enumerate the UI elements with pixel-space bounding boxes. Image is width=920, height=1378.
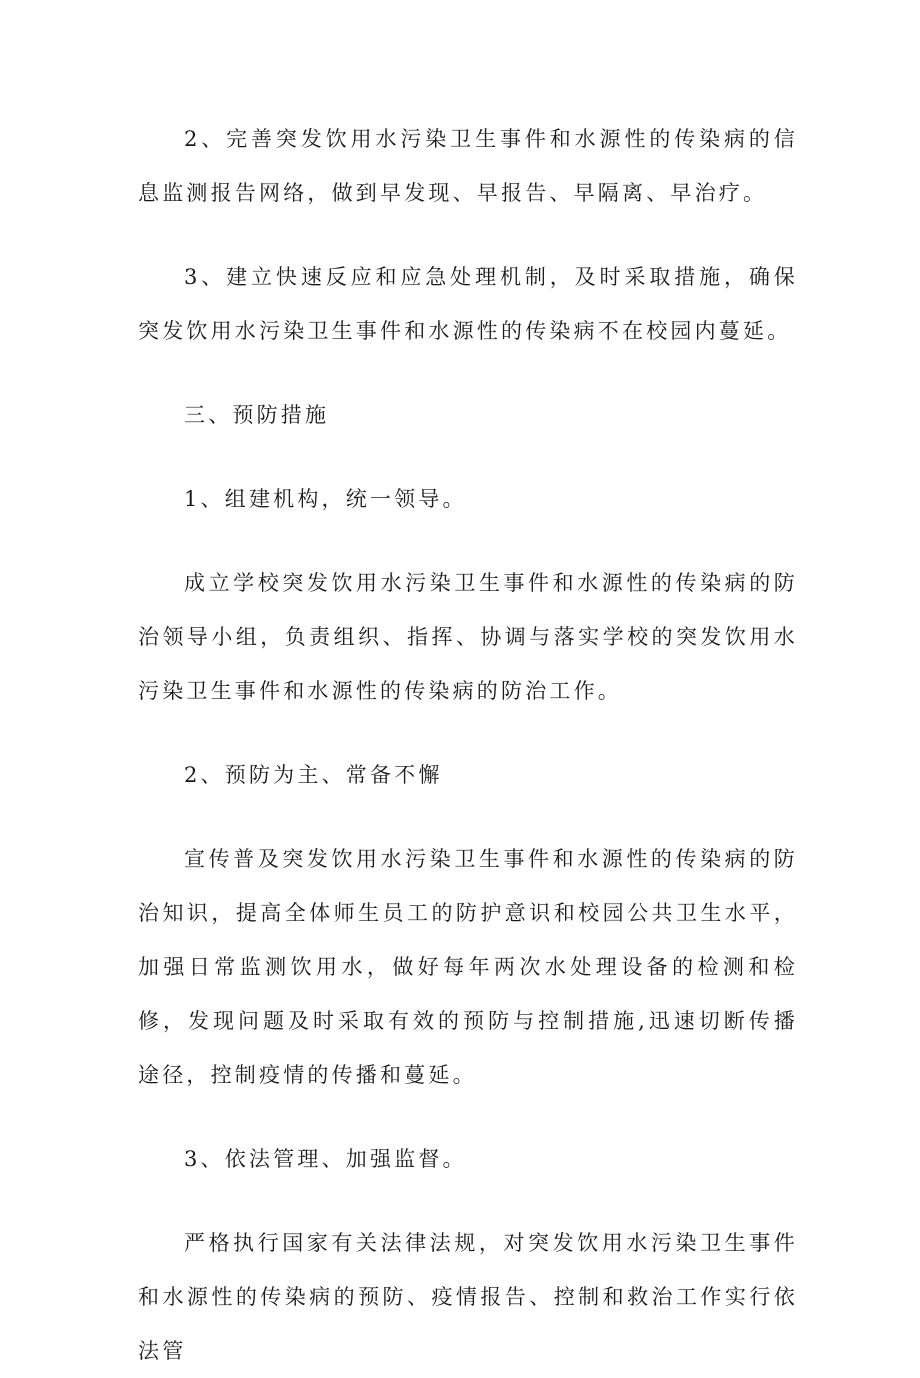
paragraph-leadership-group: 成立学校突发饮用水污染卫生事件和水源性的传染病的防治领导小组，负责组织、指挥、协调与落实学校的突发饮用水污染卫生事件和水源性的传染病的防治工作。 [138, 571, 798, 703]
paragraph-publicity-monitoring: 宣传普及突发饮用水污染卫生事件和水源性的传染病的防治知识，提高全体师生员工的防护意识和校园公共卫生水平，加强日常监测饮用水，做好每年两次水处理设备的检测和检修，发现问题及时采取有效的预防与控制措施,迅速切断传播途径，控制疫情的传播和蔓延。 [138, 847, 798, 1087]
subheading-organization: 1、组建机构，统一领导。 [184, 487, 467, 511]
paragraph-rapid-response: 3、建立快速反应和应急处理机制，及时采取措施，确保突发饮用水污染卫生事件和水源性的传染病不在校园内蔓延。 [138, 265, 798, 343]
paragraph-info-monitoring: 2、完善突发饮用水污染卫生事件和水源性的传染病的信息监测报告网络，做到早发现、早报告、早隔离、早治疗。 [138, 127, 798, 205]
document-body [138, 112, 798, 1378]
subheading-prevention-first: 2、预防为主、常备不懈 [184, 763, 443, 787]
subheading-legal-management: 3、依法管理、加强监督。 [184, 1147, 467, 1171]
section-heading-prevention: 三、预防措施 [184, 403, 330, 427]
paragraph-law-enforcement: 严格执行国家有关法律法规，对突发饮用水污染卫生事件和水源性的传染病的预防、疫情报告、控制和救治工作实行依法管 [138, 1231, 798, 1363]
